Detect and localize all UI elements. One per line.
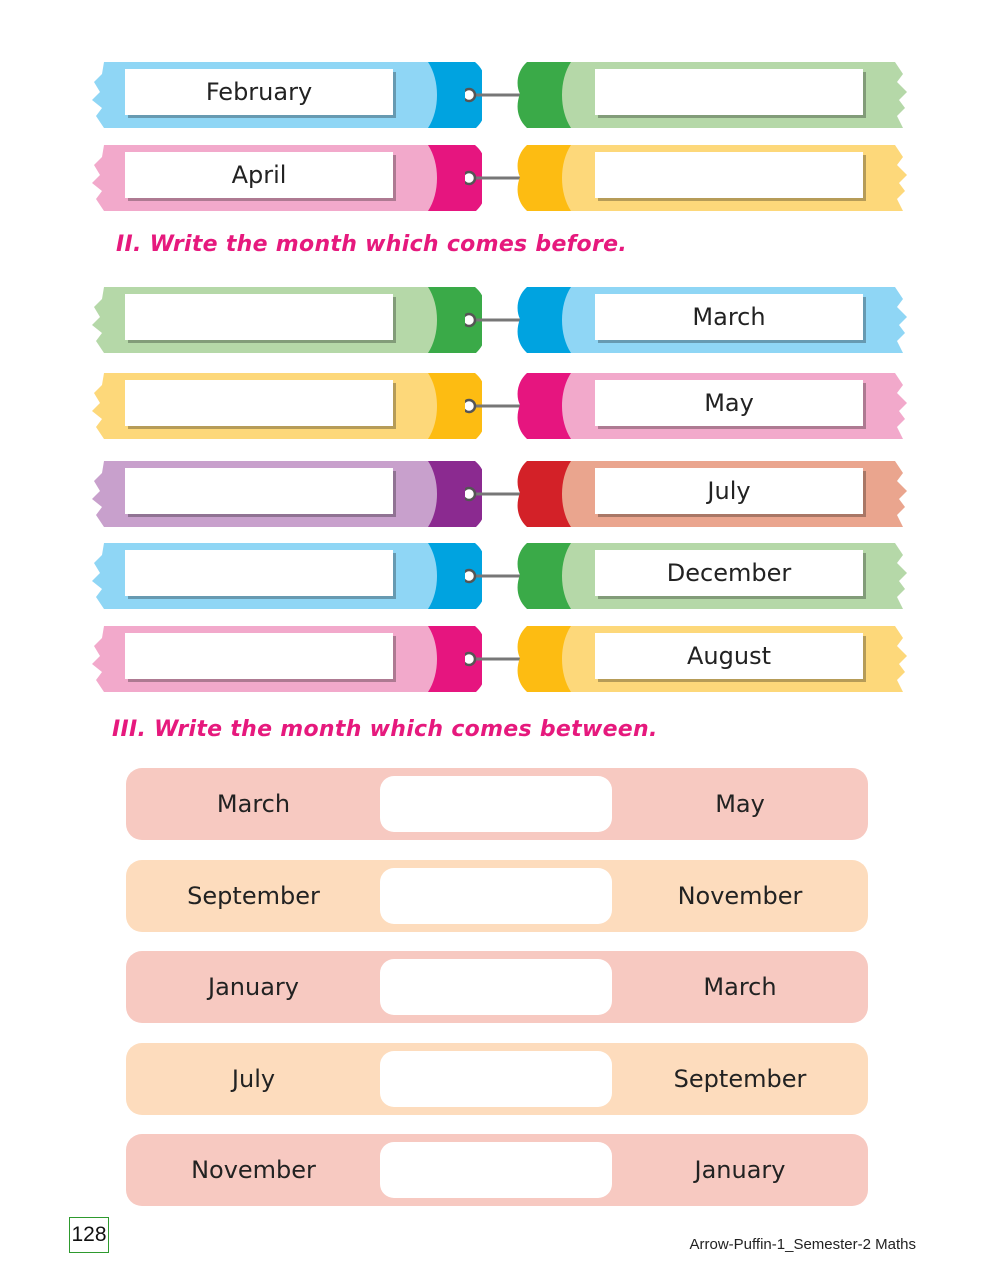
given-month-label: August [595,633,863,679]
given-month-label: May [595,380,863,426]
before-row-3 [90,459,900,529]
given-month-label: July [595,468,863,514]
given-month-tag [517,541,909,611]
answer-tag [90,371,482,441]
last-month: January [694,1156,786,1184]
answer-blank[interactable] [380,1142,612,1198]
between-row-2 [126,860,868,932]
first-month: September [187,882,320,910]
given-month-label: March [595,294,863,340]
answer-tag [90,541,482,611]
last-month: September [673,1065,807,1093]
answer-blank[interactable] [125,294,393,340]
answer-blank[interactable] [125,380,393,426]
before-row-1 [90,285,900,355]
after-row-2 [90,143,900,213]
section-3-title: III. Write the month which comes between. [112,717,658,742]
first-month: March [216,790,291,818]
between-row-5 [126,1134,868,1206]
before-row-4 [90,541,900,611]
given-month-label: April [125,152,393,198]
answer-blank[interactable] [595,152,863,198]
first-month: July [231,1065,276,1093]
before-row-5 [90,624,900,694]
page-number: 128 [69,1217,109,1253]
given-month-tag [90,143,482,213]
answer-blank[interactable] [380,1051,612,1107]
given-month-tag [517,624,909,694]
answer-blank[interactable] [380,868,612,924]
given-month-tag [517,459,909,529]
given-month-tag [517,371,909,441]
given-month-label: February [125,69,393,115]
answer-blank[interactable] [125,468,393,514]
answer-tag [90,285,482,355]
last-month: May [715,790,765,818]
answer-blank[interactable] [125,550,393,596]
first-month: November [191,1156,316,1184]
given-month-tag [90,60,482,130]
between-row-4 [126,1043,868,1115]
answer-tag [517,143,909,213]
footer-book-title: Arrow-Puffin-1_Semester-2 Maths [689,1236,916,1253]
given-month-label: December [595,550,863,596]
answer-tag [517,60,909,130]
answer-blank[interactable] [595,69,863,115]
last-month: March [703,973,777,1001]
between-row-1 [126,768,868,840]
before-row-2 [90,371,900,441]
after-row-1 [90,60,900,130]
answer-blank[interactable] [380,959,612,1015]
last-month: November [677,882,803,910]
first-month: January [208,973,299,1001]
answer-blank[interactable] [380,776,612,832]
answer-blank[interactable] [125,633,393,679]
given-month-tag [517,285,909,355]
section-2-title: II. Write the month which comes before. [116,232,627,257]
between-row-3 [126,951,868,1023]
answer-tag [90,624,482,694]
answer-tag [90,459,482,529]
